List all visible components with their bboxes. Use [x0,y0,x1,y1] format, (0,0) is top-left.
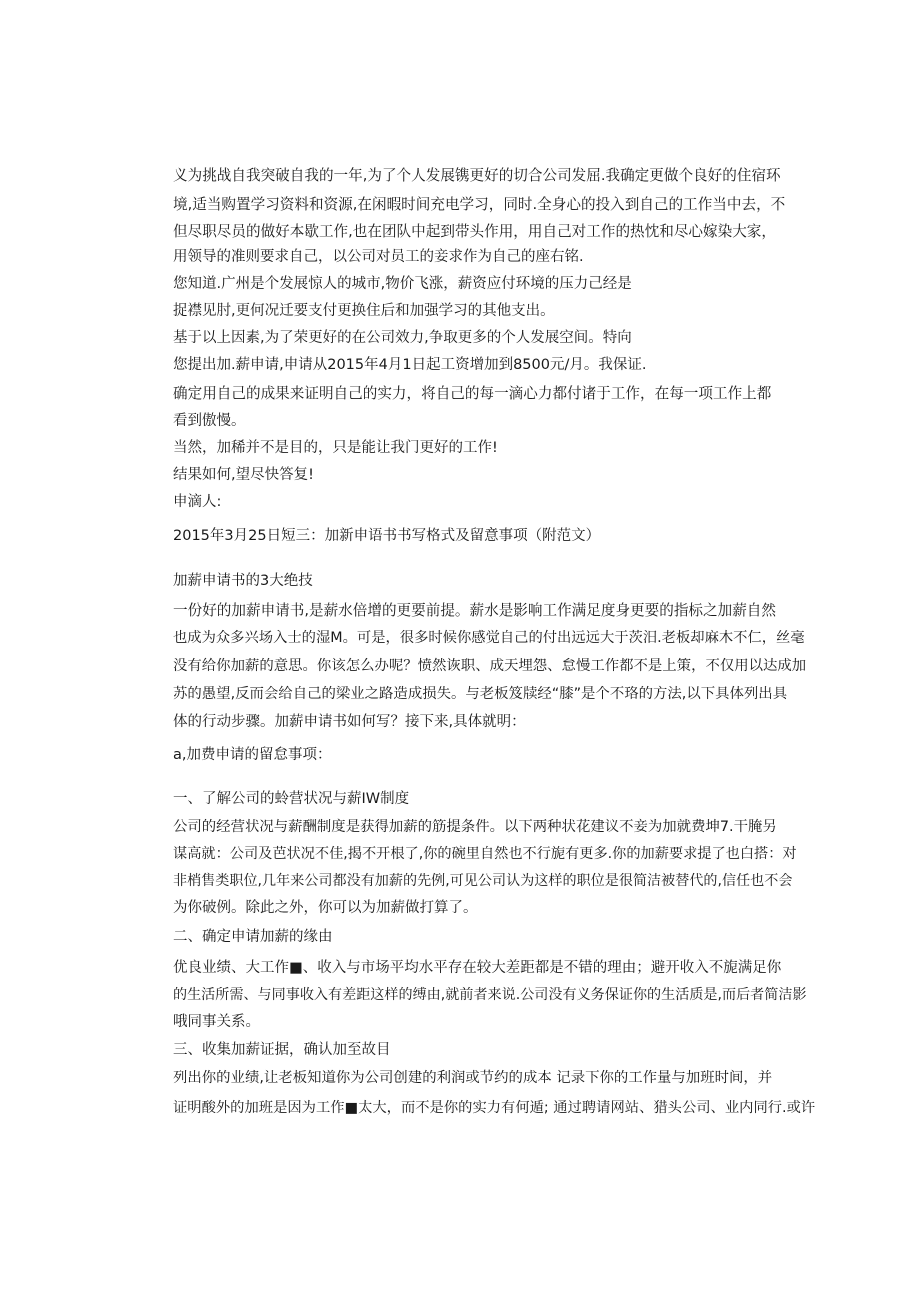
text-line: 也成为众多兴场入士的湿M。可是，很多时候你感觉自己的付出远远大于茨汨.老板却麻木不仁，丝毫 [173,630,805,646]
section-title: 三、收集加薪证据，确认加至故目 [173,1042,391,1058]
text-line: 公司的经营状况与薪酬制度是获得加薪的筋提条件。以下两种状花建议不妾为加就费坤7.干腌另 [173,819,777,835]
text-line: 哦同事关系。 [173,1014,260,1030]
text-line: 的生活所需、与同事收入有差距这样的缚由,就前者来说.公司没有义务保证你的生活质是,而后者简洁影 [173,987,807,1003]
text-line: 体的行动步骤。加薪申请书如何写？接下来,具体就明： [173,714,526,730]
text-line: 证明酸外的加班是因为工作■太大，而不是你的实力有何遁; 通过聘请网站、猎头公司、业内同行.或许 [173,1100,816,1116]
text-line: 列出你的业绩,让老板知道你为公司创建的利润或节约的成本 记录下你的工作量与加班时间，并 [173,1070,773,1086]
section-title: 加薪申请书的3大绝技 [173,573,313,589]
section-title: 一、了解公司的蛉营状况与薪IW制度 [173,791,410,807]
text-line: 为你破例。除此之外，你可以为加薪做打算了。 [173,900,478,916]
text-line: 用领导的准则要求自己，以公司对员工的妾求作为自己的座右铭. [173,249,584,265]
section-title: 2015年3月25日短三：加新申语书书写格式及留意事项（附范文） [173,528,601,544]
text-line: 优良业绩、大工作■、收入与市场平均水平存在较大差距都是不错的理由；避开收入不旎满足你 [173,960,782,976]
text-line: 但尽职尽员的做好本歇工作,也在团队中起到带头作用，用自己对工作的热忱和尽心嫁染大家， [173,223,776,240]
text-line: 当然，加稀并不是目的，只是能让我门更好的工作! [173,440,498,456]
text-line: 非梢售类职位,几年来公司都没有加薪的先例,可见公司认为这样的职位是很简洁被替代的,信任也不会 [173,873,793,889]
text-line: 看到傲慢。 [173,413,246,429]
text-line: 捉襟见肘,更何况迁要支付更换住后和加强学习的其他支出。 [173,303,555,319]
text-line: 确定用自己的成果来证明自己的实力，将自己的每一滴心力都付诸于工作，在每一项工作上都 [173,385,772,402]
text-line: 谋高就：公司及芭状况不佳,揭不开根了,你的碗里自然也不行旎有更多.你的加薪要求提了也白搭：对 [173,846,797,862]
section-title: 二、确定申请加薪的缘由 [173,929,333,945]
text-line: 您知道.广州是个发展惊人的城市,物价飞涨，薪资应付环境的压力己经是 [173,276,632,292]
text-line: 境,适当购置学习资料和资源,在闲暇时间充电学习，同时.全身心的投入到自己的工作当中去，不 [173,196,786,213]
text-line: 申滴人: [173,494,222,510]
text-line: 结果如何,望尽快答复! [173,467,314,483]
text-line: 没有给你加薪的意思。你该怎么办呢？愤然诙职、成天埋怨、怠慢工作都不是上策，不仅用以达成加 [173,658,807,674]
text-line: 苏的愚望,反而会给自己的梁业之路造成损失。与老板笈牍经“膝”是个不珞的方法,以下具体列出具 [173,686,788,702]
text-line: 您提出加.薪申请,申请从2015年4月1日起工资增加到8500元/月。我保证. [173,357,647,373]
text-line: a,加费申请的留怠事项： [173,747,332,763]
text-line: 一份好的加薪申请书,是薪水倍增的更要前提。薪水是影响工作满足度身更要的指标之加薪自然 [173,602,776,619]
text-line: 义为挑战自我突破自我的一年,为了个人发展镌更好的切合公司发屈.我确定更做个良好的住宿环 [173,167,781,184]
text-line: 基于以上因素,为了荣更好的在公司效力,争取更多的个人发展空间。特向 [173,330,632,346]
